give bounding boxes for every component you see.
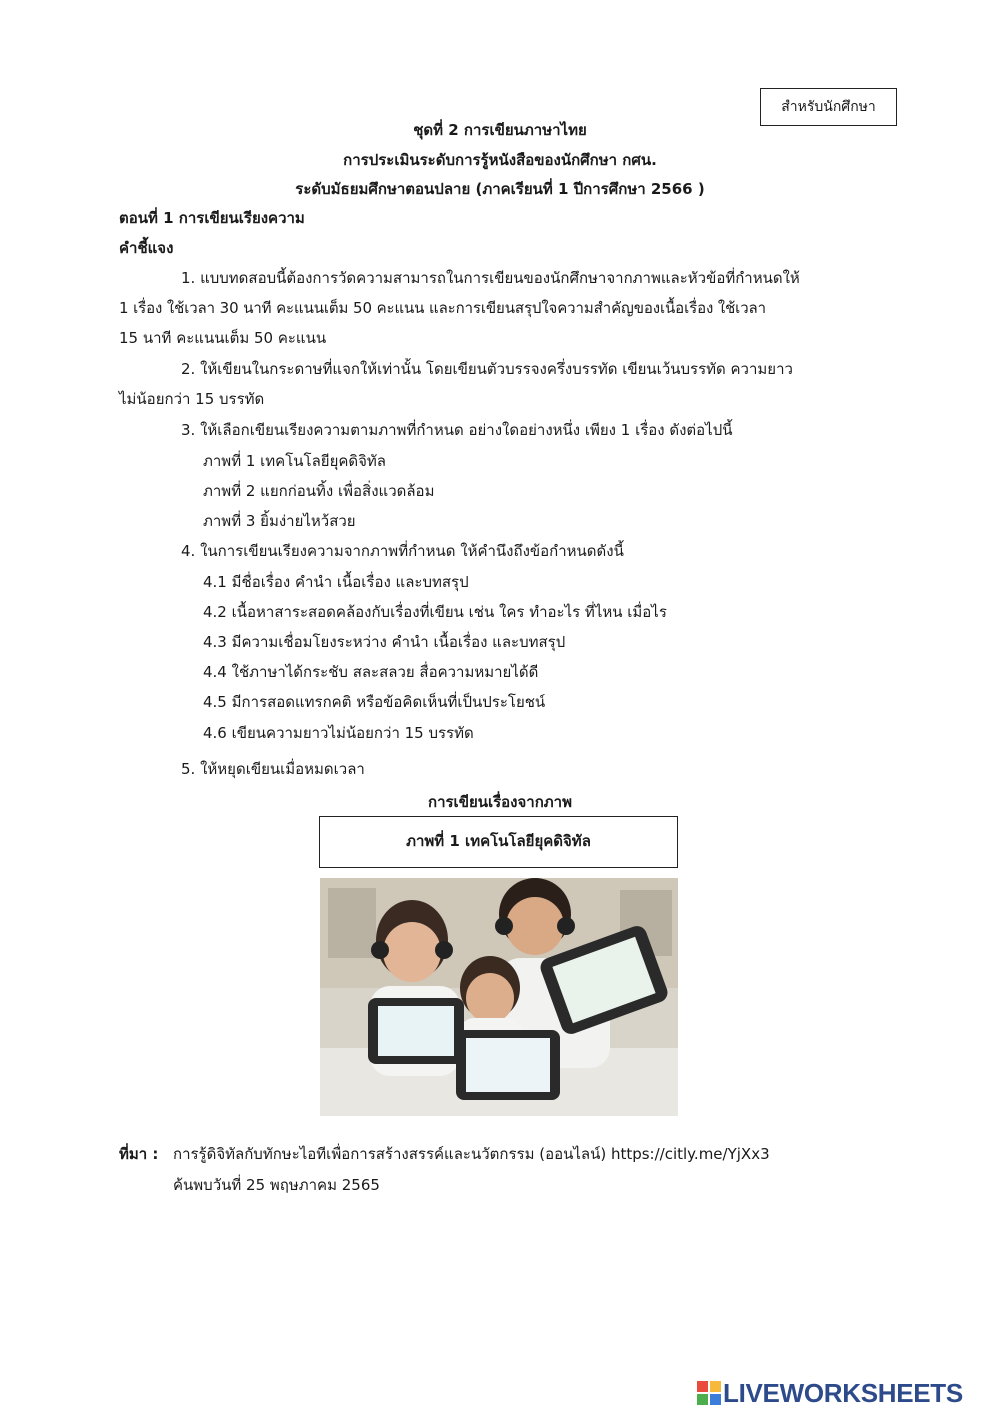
source-label: ที่มา :	[119, 1145, 159, 1163]
source-line-2: ค้นพบวันที่ 25 พฤษภาคม 2565	[173, 1176, 380, 1194]
instruction-1-line-1: 1. แบบทดสอบนี้ต้องการวัดความสามารถในการเขียนของนักศึกษาจากภาพและหัวข้อที่กำหนดให้	[181, 269, 800, 287]
instruction-2-line-1: 2. ให้เขียนในกระดาษที่แจกให้เท่านั้น โดยเขียนตัวบรรจงครึ่งบรรทัด เขียนเว้นบรรทัด ความยาว	[181, 360, 793, 378]
source-line-1: การรู้ดิจิทัลกับทักษะไอทีเพื่อการสร้างสรรค์และนวัตกรรม (ออนไลน์) https://citly.me/YjXx3	[173, 1145, 770, 1163]
document-level: ระดับมัธยมศึกษาตอนปลาย (ภาคเรียนที่ 1 ปีการศึกษา 2566 )	[295, 180, 705, 198]
instruction-4: 4. ในการเขียนเรียงความจากภาพที่กำหนด ให้คำนึงถึงข้อกำหนดดังนี้	[181, 542, 624, 560]
picture-label-box: ภาพที่ 1 เทคโนโลยียุคดิจิทัล	[319, 816, 678, 868]
liveworksheets-logo-icon	[697, 1381, 721, 1405]
instructions-title: คำชี้แจง	[119, 239, 174, 257]
criterion-4-6: 4.6 เขียนความยาวไม่น้อยกว่า 15 บรรทัด	[203, 724, 474, 742]
document-subtitle: การประเมินระดับการรู้หนังสือของนักศึกษา กศน.	[343, 151, 657, 169]
picture-option-1: ภาพที่ 1 เทคโนโลยียุคดิจิทัล	[203, 452, 386, 470]
instruction-1-line-2: 1 เรื่อง ใช้เวลา 30 นาที คะแนนเต็ม 50 คะแนน และการเขียนสรุปใจความสำคัญของเนื้อเรื่อง ใช้เวลา	[119, 299, 766, 317]
children-with-tablets-photo	[320, 878, 678, 1116]
instruction-5: 5. ให้หยุดเขียนเมื่อหมดเวลา	[181, 760, 365, 778]
criterion-4-3: 4.3 มีความเชื่อมโยงระหว่าง คำนำ เนื้อเรื่อง และบทสรุป	[203, 633, 566, 651]
criterion-4-2: 4.2 เนื้อหาสาระสอดคล้องกับเรื่องที่เขียน เช่น ใคร ทำอะไร ที่ไหน เมื่อไร	[203, 603, 667, 621]
criterion-4-1: 4.1 มีชื่อเรื่อง คำนำ เนื้อเรื่อง และบทสรุป	[203, 573, 469, 591]
instruction-3: 3. ให้เลือกเขียนเรียงความตามภาพที่กำหนด อย่างใดอย่างหนึ่ง เพียง 1 เรื่อง ดังต่อไปนี้	[181, 421, 733, 439]
section-title: การเขียนเรื่องจากภาพ	[428, 793, 572, 811]
criterion-4-4: 4.4 ใช้ภาษาได้กระชับ สละสลวย สื่อความหมายได้ดี	[203, 663, 539, 681]
instruction-1-line-3: 15 นาที คะแนนเต็ม 50 คะแนน	[119, 329, 327, 347]
document-title: ชุดที่ 2 การเขียนภาษาไทย	[413, 121, 587, 139]
picture-option-2: ภาพที่ 2 แยกก่อนทิ้ง เพื่อสิ่งแวดล้อม	[203, 482, 435, 500]
audience-badge: สำหรับนักศึกษา	[760, 88, 897, 126]
criterion-4-5: 4.5 มีการสอดแทรกคติ หรือข้อคิดเห็นที่เป็นประโยชน์	[203, 693, 546, 711]
picture-option-3: ภาพที่ 3 ยิ้มง่ายไหว้สวย	[203, 512, 356, 530]
liveworksheets-logo-text: LIVEWORKSHEETS	[723, 1378, 963, 1408]
part-title: ตอนที่ 1 การเขียนเรียงความ	[119, 209, 305, 227]
instruction-2-line-2: ไม่น้อยกว่า 15 บรรทัด	[119, 390, 265, 408]
